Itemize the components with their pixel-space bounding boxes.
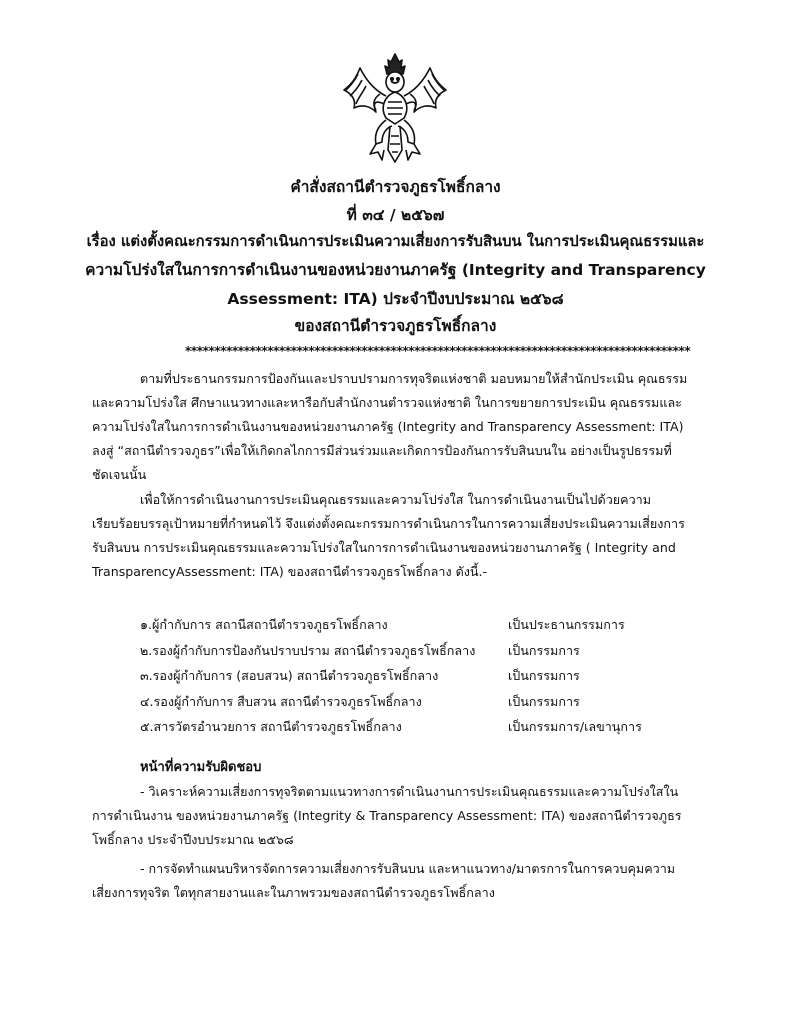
member-role: เป็นกรรมการ [508, 694, 580, 709]
order-title: คำสั่งสถานีตำรวจภูธรโพธิ์กลาง [290, 178, 501, 196]
committee-member [140, 664, 700, 688]
member-name: ๓.รองผู้กำกับการ (สอบสวน) สถานีตำรวจภูธรโพธิ์กลาง [140, 668, 439, 683]
garuda-emblem-icon [336, 50, 454, 166]
subject-line-4: ของสถานีตำรวจภูธรโพธิ์กลาง [294, 317, 497, 335]
member-name: ๕.สารวัตรอำนวยการ สถานีตำรวจภูธรโพธิ์กลาง [140, 719, 402, 734]
committee-member [140, 639, 700, 663]
member-role: เป็นกรรมการ [508, 643, 580, 658]
separator-line: ************************************************************************************** [185, 344, 691, 358]
member-role: เป็นกรรมการ/เลขานุการ [508, 719, 642, 734]
committee-member [140, 715, 700, 739]
duty-item-2: - การจัดทำแผนบริหารจัดการความเสี่ยงการรับสินบน และหาแนวทาง/มาตรการในการควบคุมความเสี่ยงการทุจริต ใตทุกสายงานและในภาพรวมของสถานีตำรวจภูธรโพธิ์กลาง [92, 861, 676, 900]
committee-member [140, 690, 700, 714]
paragraph-2: เพื่อให้การดำเนินงานการประเมินคุณธรรมและความโปร่งใส ในการดำเนินงานเป็นไปด้วยความ เรียบร้อยบรรลุเป้าหมายที่กำหนดไว้ จึงแต่งตั้งคณะกรรมการดำเนินการในการความเสี่ยงประเมินความเสี่ยงการรับสินบน การประเมินคุณธรรมและความโปร่งใสในการการดำเนินงานของหน่วยงานภาครัฐ ( Integrity and TransparencyAssessment: ITA) ของสถานีตำรวจภูธรโพธิ์กลาง ดังนี้.- [92, 492, 685, 579]
member-role: เป็นกรรมการ [508, 668, 580, 683]
member-name: ๔.รองผู้กำกับการ สืบสวน สถานีตำรวจภูธรโพธิ์กลาง [140, 694, 422, 709]
subject-line-1: เรื่อง แต่งตั้งคณะกรรมการดำเนินการประเมินความเสี่ยงการรับสินบน ในการประเมินคุณธรรมและ [86, 233, 705, 250]
duties-heading: หน้าที่ความรับผิดชอบ [140, 760, 262, 775]
subject-line-2: ความโปร่งใสในการการดำเนินงานของหน่วยงานภาครัฐ (Integrity and Transparency [85, 261, 706, 279]
subject-line-3: Assessment: ITA) ประจำปีงบประมาณ ๒๕๖๘ [227, 290, 564, 308]
member-name: ๒.รองผู้กำกับการป้องกันปราบปราม สถานีตำรวจภูธรโพธิ์กลาง [140, 643, 476, 658]
paragraph-1: ตามที่ประธานกรรมการป้องกันและปราบปรามการทุจริตแห่งชาติ มอบหมายให้สำนักประเมิน คุณธรรมและความโปร่งใส ศึกษาแนวทางและหารือกับสำนักงานตำรวจแห่งชาติ ในการขยายการประเมิน คุณธรรมและความโปร่งใสในการการดำเนินงานของหน่วยงานภาครัฐ (Integrity and Transparency Assessment: ITA) ลงสู่ “สถานีตำรวจภูธร”เพื่อให้เกิดกลไกการมีส่วนร่วมและเกิดการป้องกันการรับสินบนใน อย่างเป็นรูปธรรมที่ชัดเจนนั้น [92, 371, 688, 482]
committee-member [140, 613, 700, 637]
member-name: ๑.ผู้กำกับการ สถานีสถานีตำรวจภูธรโพธิ์กลาง [140, 617, 388, 632]
member-role: เป็นประธานกรรมการ [508, 617, 625, 632]
order-number: ที่ ๓๔ / ๒๕๖๗ [346, 206, 445, 224]
duty-item-1: - วิเคราะห์ความเสี่ยงการทุจริตตามแนวทางการดำเนินงานการประเมินคุณธรรมและความโปร่งใสในการดำเนินงาน ของหน่วยงานภาครัฐ (Integrity & Transparency Assessment: ITA) ของสถานีตำรวจภูธรโพธิ์กลาง ประจำปีงบประมาณ ๒๕๖๘ [92, 784, 682, 847]
